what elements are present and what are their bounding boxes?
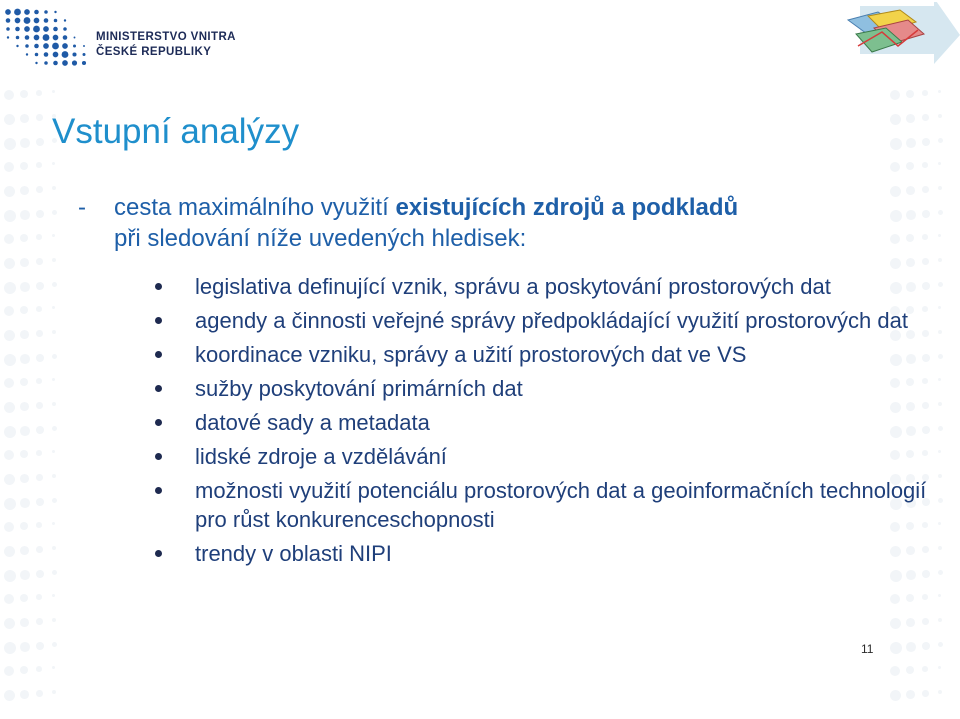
- background-dot: [922, 90, 928, 96]
- background-dot: [906, 114, 915, 123]
- page-number: 11: [861, 642, 874, 656]
- logo-dot: [44, 61, 48, 65]
- background-dot: [4, 618, 15, 629]
- logo-dot: [14, 9, 21, 16]
- logo-dot-grid-icon: [2, 6, 94, 70]
- list-item-text: sužby poskytování primárních dat: [195, 376, 523, 401]
- logo-text: [96, 30, 236, 60]
- logo-dot: [35, 62, 37, 64]
- background-dot: [4, 570, 16, 582]
- background-dot: [52, 162, 55, 165]
- background-dot: [36, 618, 43, 625]
- slide-title: Vstupní analýzy: [52, 112, 300, 151]
- background-dot: [36, 498, 44, 506]
- background-dot: [4, 498, 16, 510]
- background-dot: [20, 498, 30, 508]
- background-dot: [4, 378, 14, 388]
- background-dot: [890, 258, 901, 269]
- logo-dot: [15, 27, 20, 32]
- logo-dot: [52, 43, 59, 50]
- background-dot: [20, 474, 29, 483]
- background-dot: [20, 618, 29, 627]
- background-dot: [906, 666, 914, 674]
- background-dot: [906, 162, 914, 170]
- background-dot: [890, 90, 900, 100]
- list-item-text: možnosti využití potenciálu prostorových dat a geoinformačních technologií pro růst konkurenceschopnosti: [195, 478, 927, 532]
- logo-dot: [25, 35, 30, 40]
- background-dot: [20, 690, 29, 699]
- background-dot: [4, 522, 14, 532]
- logo-dot: [24, 17, 31, 24]
- background-dot: [36, 258, 43, 265]
- logo-dot: [62, 51, 69, 58]
- background-dot: [36, 474, 43, 481]
- logo-dot: [72, 52, 76, 56]
- background-dot: [20, 642, 30, 652]
- list-item-text: datové sady a metadata: [195, 410, 430, 435]
- list-item: [152, 442, 942, 471]
- logo-dot: [73, 45, 76, 48]
- background-dot: [52, 666, 55, 669]
- background-dot: [4, 426, 16, 438]
- logo-dot: [33, 26, 40, 33]
- logo-dot: [64, 19, 66, 21]
- background-dot: [4, 450, 14, 460]
- background-dot: [4, 306, 14, 316]
- logo-dot: [43, 34, 50, 41]
- background-dot: [4, 258, 15, 269]
- logo-dot: [62, 60, 68, 66]
- background-dot: [890, 666, 900, 676]
- background-dot: [52, 594, 55, 597]
- logo-dot: [44, 18, 49, 23]
- background-dot: [36, 354, 44, 362]
- list-item-text: legislativa definující vznik, správu a poskytování prostorových dat: [195, 274, 831, 299]
- background-dot: [922, 114, 929, 121]
- background-dot: [52, 186, 56, 190]
- background-dot: [20, 306, 28, 314]
- background-dot: [36, 522, 42, 528]
- background-dot: [52, 426, 57, 431]
- background-dot: [52, 570, 57, 575]
- background-dot: [20, 666, 28, 674]
- logo-dot: [34, 44, 39, 49]
- logo-dot: [15, 18, 21, 24]
- background-dot: [36, 690, 43, 697]
- background-dot: [20, 546, 29, 555]
- background-dot: [906, 690, 915, 699]
- background-dot: [938, 90, 941, 93]
- background-dot: [20, 522, 28, 530]
- background-dot: [4, 90, 14, 100]
- bullet-dot-icon: [155, 487, 162, 494]
- logo-dot: [24, 26, 30, 32]
- background-dot: [890, 114, 901, 125]
- background-dot: [20, 138, 30, 148]
- background-dot: [906, 138, 916, 148]
- list-item: [152, 306, 942, 335]
- background-dot: [922, 258, 929, 265]
- background-dot: [938, 210, 943, 215]
- list-item: [152, 272, 942, 301]
- background-dot: [52, 330, 56, 334]
- intro-prefix: cesta maximálního využití: [114, 194, 396, 221]
- background-dot: [36, 642, 44, 650]
- background-dot: [4, 594, 14, 604]
- background-dot: [906, 258, 915, 267]
- background-dot: [20, 90, 28, 98]
- intro-suffix: při sledování níže uvedených hledisek:: [114, 225, 527, 252]
- background-dot: [4, 402, 15, 413]
- logo-dot: [74, 37, 76, 39]
- background-dot: [20, 114, 29, 123]
- list-item: [152, 539, 942, 568]
- intro-bold: existujících zdrojů a podkladů: [395, 194, 739, 221]
- background-dot: [938, 162, 941, 165]
- background-dot: [52, 546, 56, 550]
- background-dot: [20, 402, 29, 411]
- background-dot: [20, 258, 29, 267]
- background-dot: [36, 90, 42, 96]
- background-dot: [52, 258, 56, 262]
- list-item: [152, 374, 942, 403]
- background-dot: [52, 618, 56, 622]
- background-dot: [36, 330, 43, 337]
- background-dot: [36, 594, 42, 600]
- background-dot: [20, 594, 28, 602]
- background-dot: [4, 546, 15, 557]
- background-dot: [36, 426, 44, 434]
- background-dot: [20, 210, 30, 220]
- logo-dot: [72, 60, 77, 65]
- background-dot: [36, 162, 42, 168]
- background-dot: [52, 402, 56, 406]
- background-dot: [922, 618, 929, 625]
- background-dot: [890, 162, 900, 172]
- background-dot: [4, 474, 15, 485]
- background-dot: [36, 282, 44, 290]
- logo-dot: [54, 19, 58, 23]
- background-dot: [20, 426, 30, 436]
- background-dot: [4, 138, 16, 150]
- intro-text: [114, 192, 934, 254]
- background-dot: [938, 690, 942, 694]
- logo-dot: [34, 35, 40, 41]
- background-dot: [890, 594, 900, 604]
- background-dot: [20, 450, 28, 458]
- background-dot: [938, 258, 942, 262]
- background-dot: [36, 570, 44, 578]
- background-dot: [922, 690, 929, 697]
- bullet-dot-icon: [155, 453, 162, 460]
- background-dot: [4, 162, 14, 172]
- background-dot: [4, 282, 16, 294]
- background-dot: [938, 234, 941, 237]
- background-dot: [922, 594, 928, 600]
- background-dot: [4, 186, 15, 197]
- background-dot: [36, 114, 43, 121]
- background-dot: [20, 282, 30, 292]
- background-dot: [52, 690, 56, 694]
- logo-dot: [16, 45, 18, 47]
- logo-line-1: MINISTERSTVO VNITRA: [96, 31, 236, 43]
- logo-dot: [24, 9, 30, 15]
- background-dot: [52, 210, 57, 215]
- background-dot: [20, 570, 30, 580]
- background-dot: [36, 138, 44, 146]
- background-dot: [4, 642, 16, 654]
- background-dot: [890, 642, 902, 654]
- logo-dot: [43, 43, 49, 49]
- background-dot: [4, 690, 15, 701]
- logo-dot: [6, 27, 10, 31]
- background-dot: [20, 234, 28, 242]
- background-dot: [36, 402, 43, 409]
- background-dot: [938, 642, 943, 647]
- logo-dot: [43, 26, 49, 32]
- background-dot: [890, 618, 901, 629]
- background-dot: [4, 114, 15, 125]
- background-dot: [906, 642, 916, 652]
- background-dot: [938, 618, 942, 622]
- list-item-text: lidské zdroje a vzdělávání: [195, 444, 447, 469]
- bullet-list: [152, 272, 942, 573]
- logo-dot: [35, 53, 39, 57]
- map-arrow-icon: [838, 2, 960, 68]
- logo-dot: [62, 43, 68, 49]
- background-dot: [890, 690, 901, 701]
- list-item-text: agendy a činnosti veřejné správy předpokládající využití prostorových dat: [195, 308, 908, 333]
- background-dot: [20, 378, 28, 386]
- background-dot: [922, 138, 930, 146]
- logo-dot: [53, 61, 58, 66]
- bullet-dot-icon: [155, 550, 162, 557]
- bullet-dot-icon: [155, 385, 162, 392]
- background-dot: [52, 234, 55, 237]
- logo-line-2: ČESKÉ REPUBLIKY: [96, 46, 212, 58]
- background-dot: [20, 162, 28, 170]
- background-dot: [938, 594, 941, 597]
- background-dot: [52, 90, 55, 93]
- background-dot: [52, 378, 55, 381]
- list-item: [152, 408, 942, 437]
- list-item-text: koordinace vzniku, správy a užití prostorových dat ve VS: [195, 342, 747, 367]
- background-dot: [52, 642, 57, 647]
- logo-dot: [26, 53, 28, 55]
- logo-dot: [82, 61, 86, 65]
- logo-dot: [63, 35, 68, 40]
- background-dot: [4, 354, 16, 366]
- logo-dot: [83, 45, 85, 47]
- background-dot: [52, 522, 55, 525]
- background-dot: [938, 114, 942, 118]
- background-dot: [20, 330, 29, 339]
- background-dot: [36, 450, 42, 456]
- background-dot: [922, 162, 928, 168]
- background-dot: [922, 666, 928, 672]
- list-item: [152, 340, 942, 369]
- background-dot: [938, 138, 943, 143]
- background-dot: [36, 666, 42, 672]
- ministry-logo: [2, 6, 252, 76]
- background-dot: [52, 474, 56, 478]
- logo-dot: [6, 18, 11, 23]
- background-dot: [20, 354, 30, 364]
- list-item-text: trendy v oblasti NIPI: [195, 541, 392, 566]
- logo-dot: [54, 11, 56, 13]
- logo-dot: [34, 18, 40, 24]
- background-dot: [52, 498, 57, 503]
- bullet-dot-icon: [155, 351, 162, 358]
- bullet-dot-icon: [155, 283, 162, 290]
- logo-dot: [63, 27, 67, 31]
- background-dot: [36, 546, 43, 553]
- background-dot: [906, 618, 915, 627]
- background-dot: [52, 450, 55, 453]
- logo-dot: [7, 36, 9, 38]
- background-dot: [4, 234, 14, 244]
- background-dot: [938, 666, 941, 669]
- logo-dot: [34, 10, 39, 15]
- logo-dot: [5, 9, 11, 15]
- background-dot: [52, 282, 57, 287]
- background-dot: [36, 186, 43, 193]
- logo-dot: [83, 53, 86, 56]
- background-dot: [4, 330, 15, 341]
- logo-dot: [53, 35, 59, 41]
- background-dot: [36, 210, 44, 218]
- background-dot: [906, 594, 914, 602]
- bullet-dot-icon: [155, 419, 162, 426]
- logo-dot: [25, 44, 29, 48]
- logo-dot: [53, 27, 58, 32]
- background-dot: [36, 306, 42, 312]
- background-dot: [890, 138, 902, 150]
- background-dot: [4, 210, 16, 222]
- list-item: [152, 476, 942, 534]
- background-dot: [906, 90, 914, 98]
- logo-dot: [44, 10, 48, 14]
- bullet-dot-icon: [155, 317, 162, 324]
- logo-dot: [16, 36, 20, 40]
- background-dot: [36, 378, 42, 384]
- background-dot: [20, 186, 29, 195]
- background-dot: [4, 666, 14, 676]
- logo-dot: [44, 52, 49, 57]
- logo-dot: [53, 52, 59, 58]
- background-dot: [922, 642, 930, 650]
- background-dot: [938, 186, 942, 190]
- background-dot: [52, 354, 57, 359]
- background-dot: [36, 234, 42, 240]
- background-dot: [52, 306, 55, 309]
- intro-dash: -: [78, 194, 86, 221]
